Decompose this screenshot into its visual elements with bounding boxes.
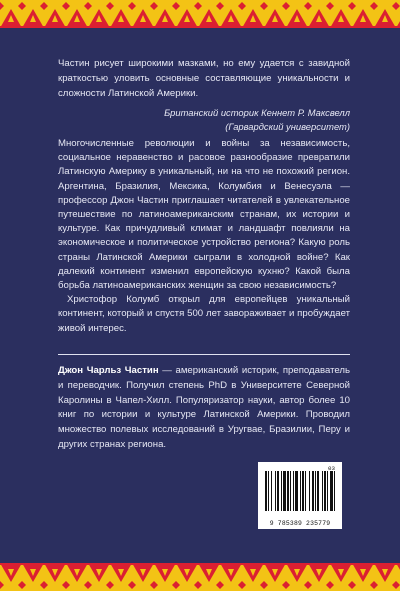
- description-paragraph: Многочисленные революции и войны за независимость, социальное неравенство и расовое разнообразие превратили Латинскую Америку в уникальный, ни на что не похожий регион. Аргентина, Бразилия, Мексика, Колумбия и Венесуэла — профессор Джон Частин приглашает читателей в увлекательное путешествие по латиноамериканским странам, их истории и культуре. Как причудливый климат и ландшафт повлияли на экономическое и политическое устройство региона? Какую роль страны Латинской Америки сыграли в холодной войне? Как далекий континент изменил европейскую кухню? Какой была борьба латиноамериканских женщин за свою независимость?: [58, 138, 350, 292]
- author-bio-text: — американский историк, преподаватель и переводчик. Получил степень PhD в Университете Северной Каролины в Чапел-Хилл. Популяризатор науки, автор более 10 книг по истории и культуре Латинской Америки. Проводил множество полевых исследований в Уругвае, Бразилии, Перу и других странах региона.: [58, 365, 350, 450]
- barcode-addon-code: 03: [328, 465, 335, 472]
- author-bio-block: [58, 364, 350, 453]
- review-quote-attribution: [58, 106, 350, 135]
- description-paragraph: Христофор Колумб открыл для европейцев уникальный континент, который и спустя 500 лет завораживает и пробуждает живой интерес.: [58, 294, 350, 334]
- top-ornament-border: [0, 0, 400, 28]
- barcode-digits: 9 785389 235779: [269, 520, 331, 527]
- review-quote-block: [58, 56, 350, 135]
- ornament-pattern: [0, 0, 400, 28]
- ornament-pattern: [0, 563, 400, 591]
- quote-attribution-author: Британский историк Кеннет Р. Максвелл: [164, 106, 350, 118]
- book-description: [58, 137, 350, 336]
- author-name: Джон Чарльз Частин: [58, 365, 159, 376]
- isbn-barcode: [258, 462, 342, 529]
- bottom-ornament-border: [0, 563, 400, 591]
- section-divider: [58, 354, 350, 355]
- barcode-bars-icon: [263, 467, 337, 517]
- review-quote-text: Частин рисует широкими мазками, но ему удается с завидной краткостью уловить основные составляющие уникальности и сложности Латинской Америки.: [58, 58, 350, 100]
- author-bio: [58, 364, 350, 453]
- quote-attribution-affiliation: (Гарвардский университет): [225, 121, 350, 133]
